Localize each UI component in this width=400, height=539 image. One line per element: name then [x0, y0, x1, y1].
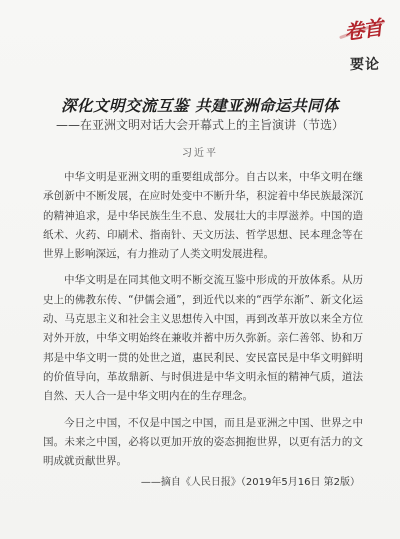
column-seal [326, 12, 386, 80]
paragraph: 中华文明是在同其他文明不断交流互鉴中形成的开放体系。从历史上的佛教东传、“伊儒会通”，到近代以来的“西学东渐”、新文化运动、马克思主义和社会主义思想传入中国，再到改革开放以来全方位对外开放，中华文明始终在兼收并蓄中历久弥新。亲仁善邻、协和万邦是中华文明一贯的处世之道，惠民利民、安民富民是中华文明鲜明的价值导向，革故鼎新、与时俱进是中华文明永恒的精神气质，道法自然、天人合一是中华文明内在的生存理念。 [43, 274, 363, 403]
article-subtitle: ——在亚洲文明对话大会开幕式上的主旨演讲（节选） [55, 118, 344, 132]
article-source: ——摘自《人民日报》（2019年5月16日 第2版） [140, 477, 360, 488]
article-author: 习近平 [182, 148, 218, 159]
paragraph: 中华文明是亚洲文明的重要组成部分。自古以来，中华文明在继承创新中不断发展，在应时处变中不断升华，积淀着中华民族最深沉的精神追求，是中华民族生生不息、发展壮大的丰厚滋养。中国的造纸术、火药、印刷术、指南针、天文历法、哲学思想、民本理念等在世界上影响深远，有力推动了人类文明发展进程。 [43, 171, 363, 261]
seal-label: 要论 [350, 57, 380, 73]
article-body [43, 168, 363, 478]
seal-calligraphy: 卷首 [342, 11, 384, 45]
article-title: 深化文明交流互鉴 共建亚洲命运共同体 [61, 97, 339, 115]
paragraph: 今日之中国，不仅是中国之中国，而且是亚洲之中国、世界之中国。未来之中国，必将以更加开放的姿态拥抱世界，以更有活力的文明成就贡献世界。 [43, 416, 363, 468]
